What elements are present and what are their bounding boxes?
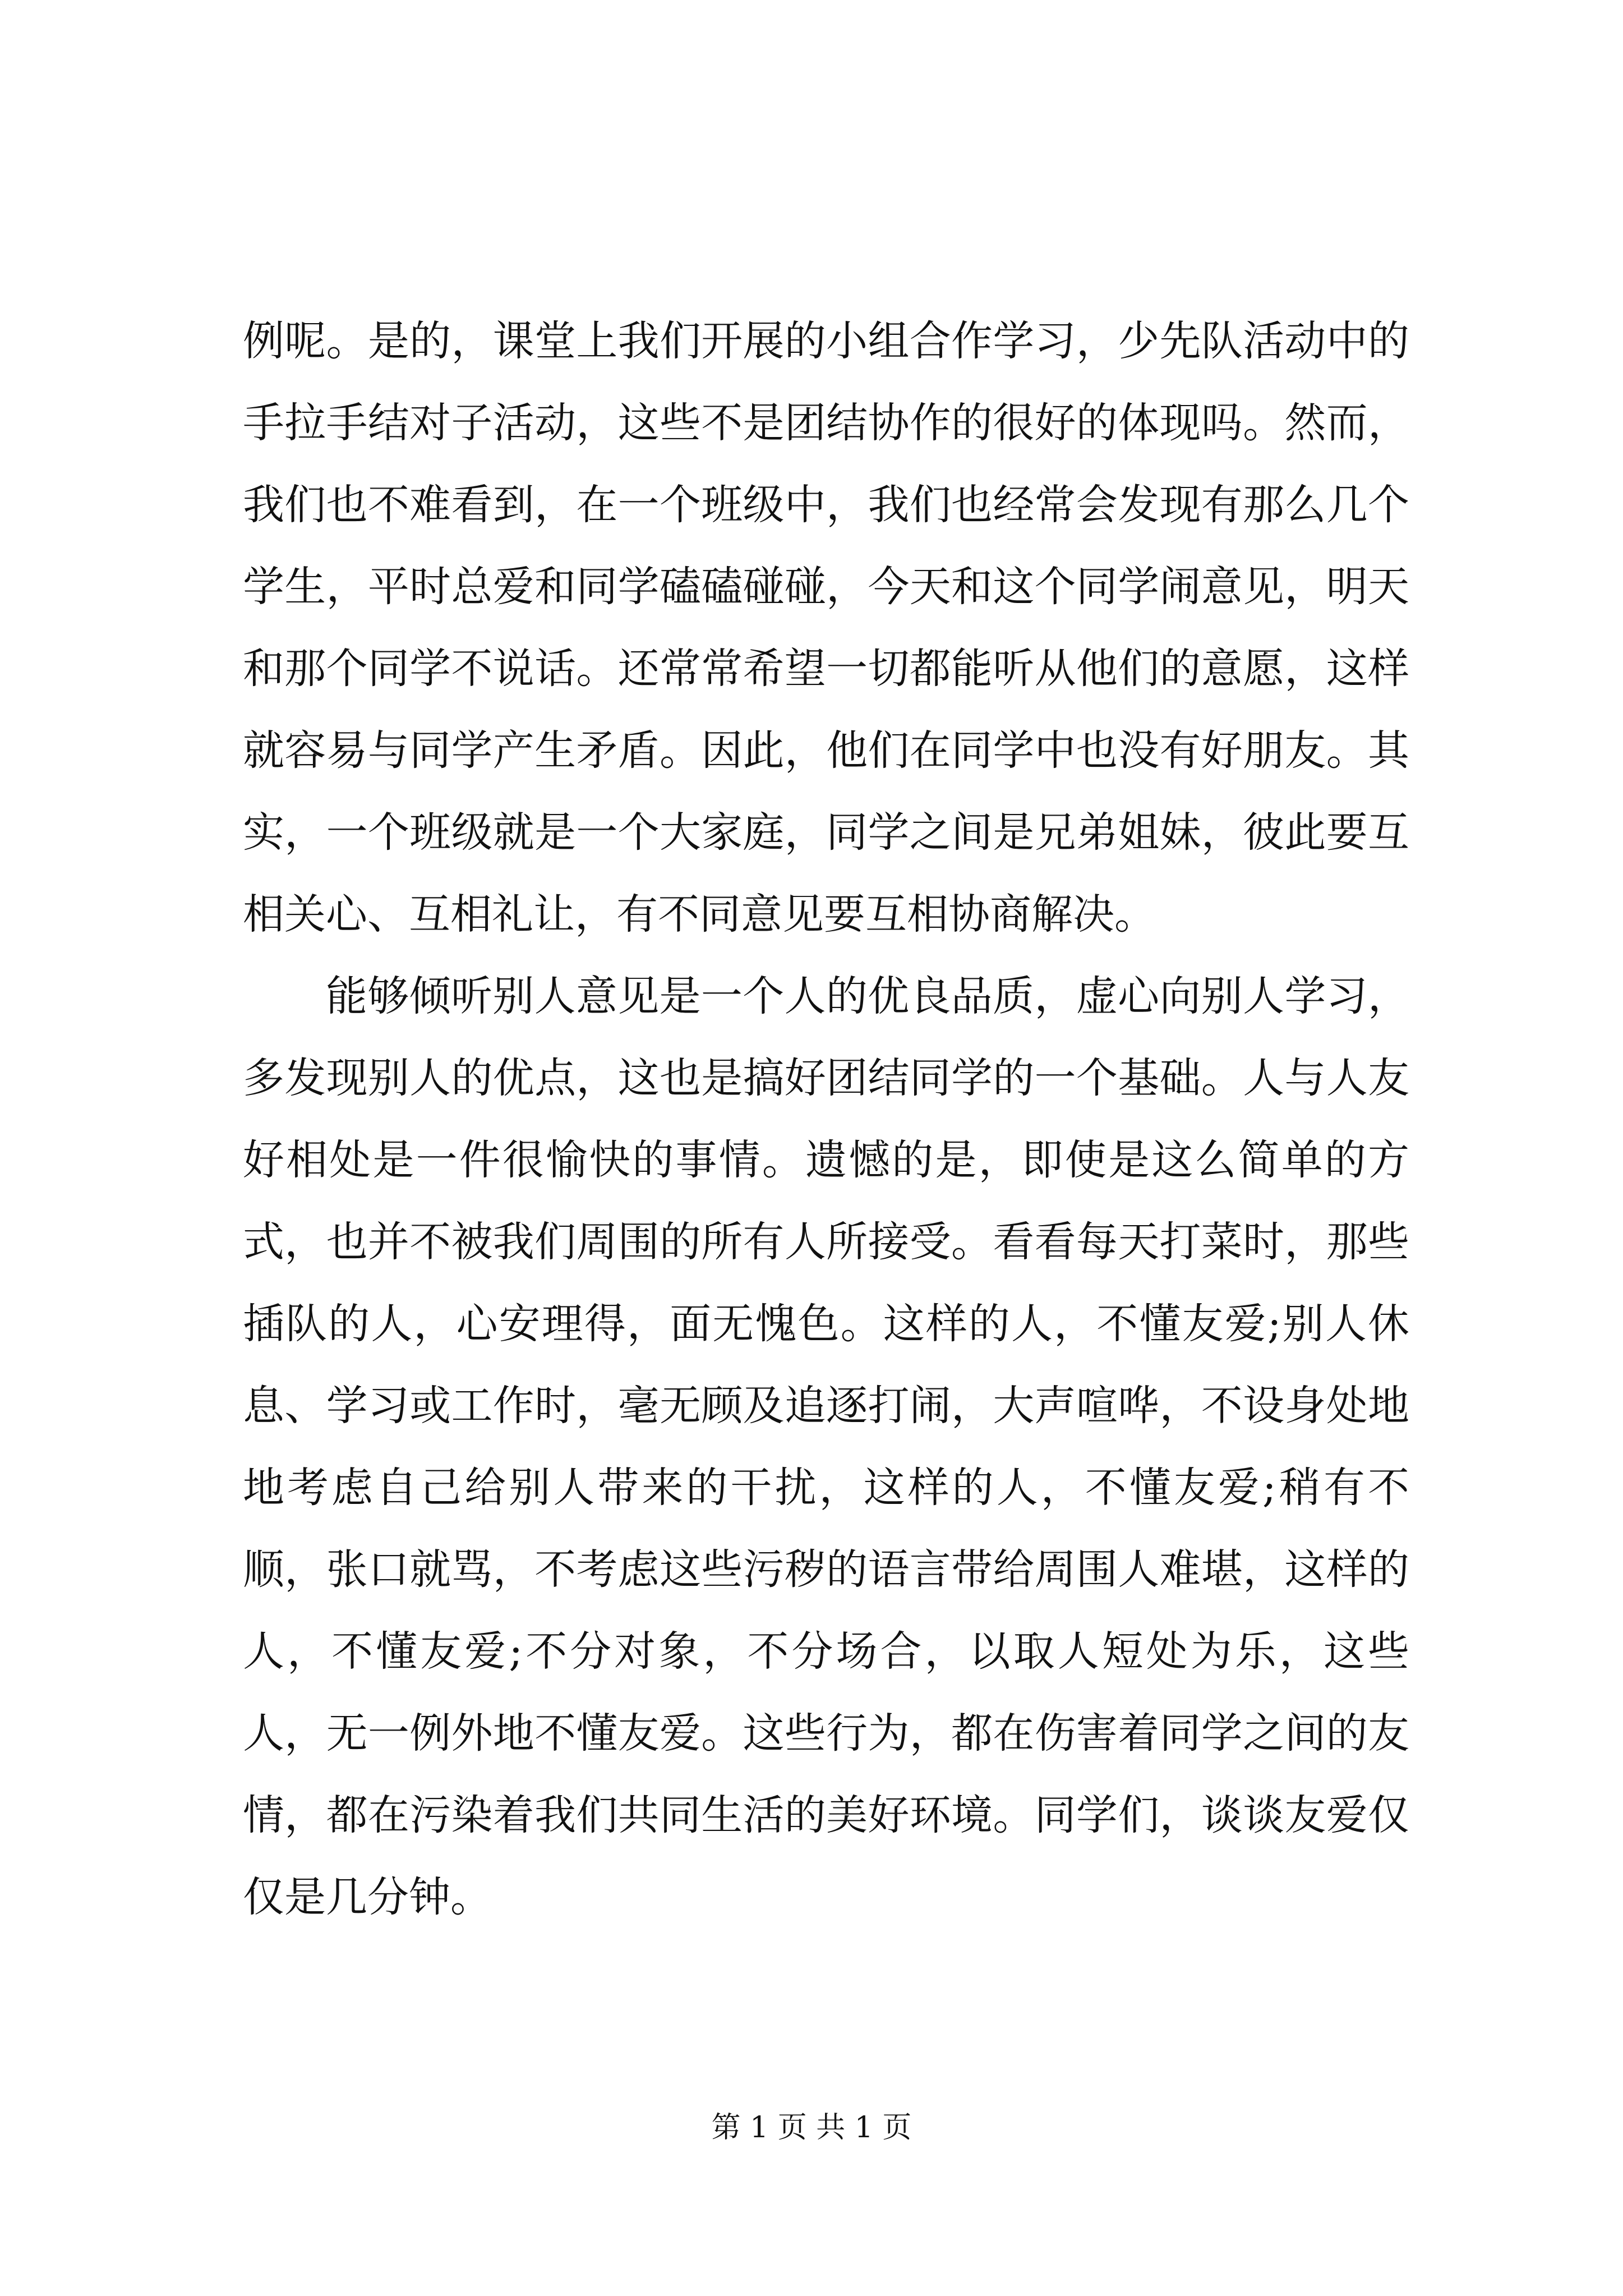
- document-body: [243, 300, 1409, 1938]
- paragraph-1: 例呢。是的，课堂上我们开展的小组合作学习，少先队活动中的手拉手结对子活动，这些不是团结协作的很好的体现吗。然而，我们也不难看到，在一个班级中，我们也经常会发现有那么几个学生，平时总爱和同学磕磕碰碰，今天和这个同学闹意见，明天和那个同学不说话。还常常希望一切都能听从他们的意愿，这样就容易与同学产生矛盾。因此，他们在同学中也没有好朋友。其实，一个班级就是一个大家庭，同学之间是兄弟姐妹，彼此要互相关心、互相礼让，有不同意见要互相协商解决。: [243, 317, 1409, 938]
- paragraph-2: 能够倾听别人意见是一个人的优良品质，虚心向别人学习，多发现别人的优点，这也是搞好团结同学的一个基础。人与人友好相处是一件很愉快的事情。遗憾的是，即使是这么简单的方式，也并不被我们周围的所有人所接受。看看每天打菜时，那些插队的人，心安理得，面无愧色。这样的人，不懂友爱;别人休息、学习或工作时，毫无顾及追逐打闹，大声喧哗，不设身处地地考虑自己给别人带来的干扰，这样的人，不懂友爱;稍有不顺，张口就骂，不考虑这些污秽的语言带给周围人难堪，这样的人，不懂友爱;不分对象，不分场合，以取人短处为乐，这些人，无一例外地不懂友爱。这些行为，都在伤害着同学之间的友情，都在污染着我们共同生活的美好环境。同学们，谈谈友爱仅仅是几分钟。: [243, 972, 1409, 1921]
- page-number-footer: 第 1 页 共 1 页: [711, 2111, 912, 2145]
